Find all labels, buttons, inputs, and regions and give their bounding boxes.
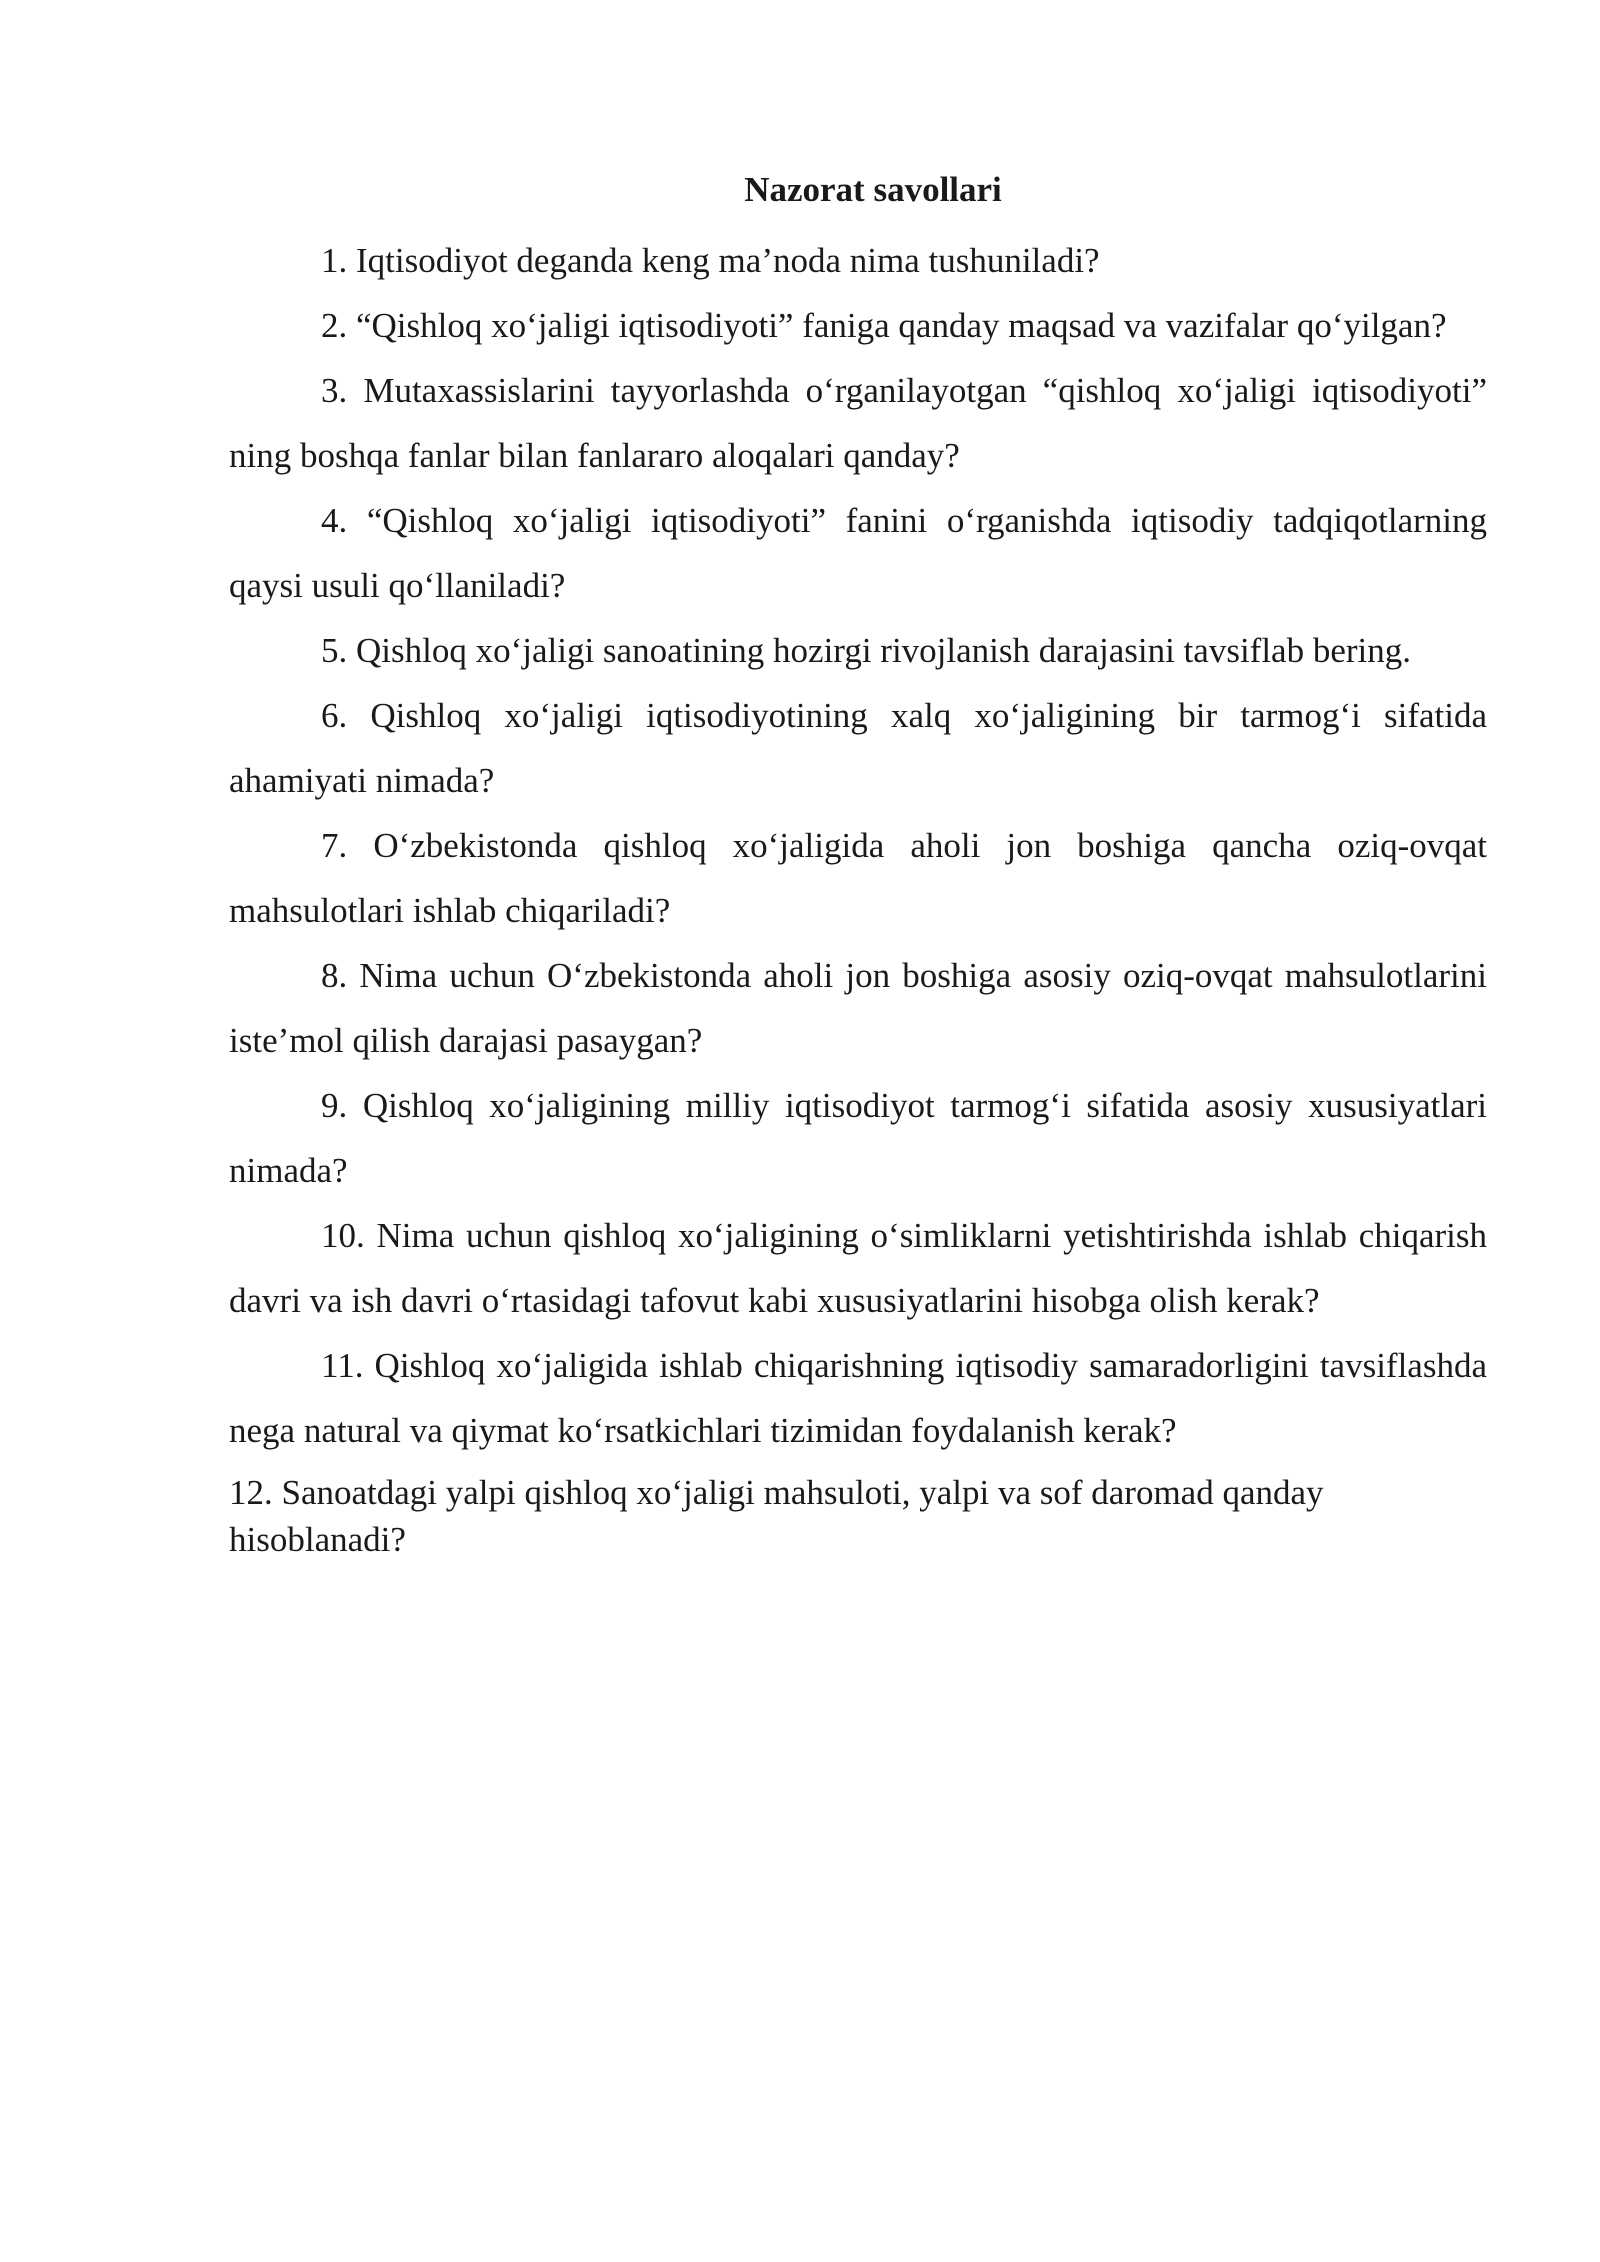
question-12: 12. Sanoatdagi yalpi qishloq xo‘jaligi mahsuloti, yalpi va sof daromad qanday hisoblanadi? — [229, 1473, 1324, 1559]
question-11: 11. Qishloq xo‘jaligida ishlab chiqarishning iqtisodiy samaradorligini tavsiflashda nega natural va qiymat ko‘rsatkichlari tizimidan foydalanish kerak? — [229, 1346, 1487, 1450]
question-3: 3. Mutaxassislarini tayyorlashda o‘rganilayotgan “qishloq xo‘jaligi iqtisodiyoti” ning boshqa fanlar bilan fanlararo aloqalari qanday? — [229, 371, 1487, 475]
question-8: 8. Nima uchun O‘zbekistonda aholi jon boshiga asosiy oziq-ovqat mahsulotlarini iste’mol qilish darajasi pasaygan? — [229, 956, 1487, 1060]
question-7: 7. O‘zbekistonda qishloq xo‘jaligida aholi jon boshiga qancha oziq-ovqat mahsulotlari ishlab chiqariladi? — [229, 826, 1487, 930]
question-5: 5. Qishloq xo‘jaligi sanoatining hozirgi rivojlanish darajasini tavsiflab bering. — [321, 631, 1411, 670]
document-page — [229, 164, 1487, 1563]
question-2: 2. “Qishloq xo‘jaligi iqtisodiyoti” faniga qanday maqsad va vazifalar qo‘yilgan? — [321, 306, 1447, 345]
page-title: Nazorat savollari — [744, 170, 1002, 209]
question-4: 4. “Qishloq xo‘jaligi iqtisodiyoti” fanini o‘rganishda iqtisodiy tadqiqotlarning qaysi usuli qo‘llaniladi? — [229, 501, 1487, 605]
question-6: 6. Qishloq xo‘jaligi iqtisodiyotining xalq xo‘jaligining bir tarmog‘i sifatida ahamiyati nimada? — [229, 696, 1487, 800]
question-list — [229, 228, 1487, 1563]
question-1: 1. Iqtisodiyot deganda keng ma’noda nima tushuniladi? — [321, 241, 1100, 280]
question-9: 9. Qishloq xo‘jaligining milliy iqtisodiyot tarmog‘i sifatida asosiy xususiyatlari nimada? — [229, 1086, 1487, 1190]
question-10: 10. Nima uchun qishloq xo‘jaligining o‘simliklarni yetishtirishda ishlab chiqarish davri va ish davri o‘rtasidagi tafovut kabi xususiyatlarini hisobga olish kerak? — [229, 1216, 1487, 1320]
